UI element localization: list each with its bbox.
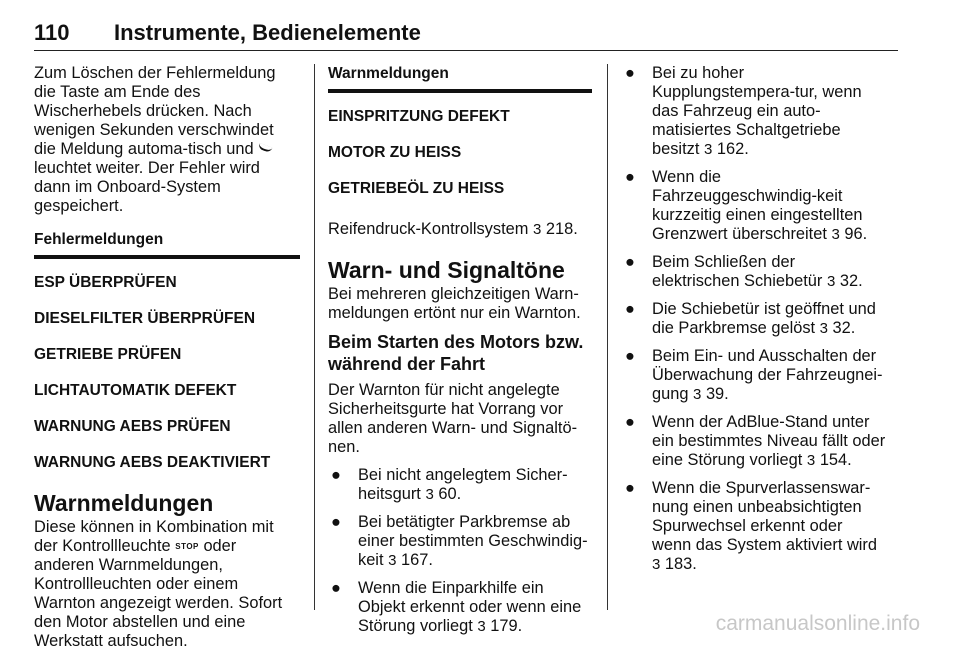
list-item: [622, 300, 886, 338]
page-reference-link[interactable]: 218.: [545, 220, 578, 238]
list-item: [622, 347, 886, 404]
list-item: [328, 513, 592, 570]
page-reference-link[interactable]: 167.: [400, 551, 433, 569]
reference-arrow-icon: 3: [477, 618, 486, 635]
list-item-text: Wenn die Fahrzeuggeschwindig-keit kurzzeitig einen eingestellten Grenzwert überschreitet: [652, 168, 863, 243]
intro-paragraph: [34, 64, 300, 216]
warnmeldungen-paragraph: [34, 518, 300, 651]
list-item-text: Wenn die Spurverlassenswar-nung einen unbeabsichtigten Spurwechsel erkennt oder wenn das System aktiviert wird: [652, 479, 877, 554]
reference-arrow-icon: 3: [693, 386, 702, 403]
bullet-icon: ●: [625, 64, 635, 82]
error-message: GETRIEBE PRÜFEN: [34, 346, 182, 363]
list-item-text: Wenn die Einparkhilfe ein Objekt erkennt oder wenn eine Störung vorliegt: [358, 579, 582, 635]
list-item: [622, 413, 886, 470]
page-reference-link[interactable]: 96.: [844, 225, 868, 243]
bullet-list: [328, 466, 592, 636]
bullet-icon: ●: [331, 466, 341, 484]
list-item-text: Bei nicht angelegtem Sicher-heitsgurt: [358, 466, 568, 503]
error-message: DIESELFILTER ÜBERPRÜFEN: [34, 310, 256, 327]
bullet-icon: ●: [625, 253, 635, 271]
page-header: [34, 22, 898, 51]
bullet-icon: ●: [625, 413, 635, 431]
list-item-text: Beim Schließen der elektrischen Schiebetür: [652, 253, 823, 290]
error-message: WARNUNG AEBS DEAKTIVIERT: [34, 454, 271, 471]
column-2: [328, 64, 592, 636]
list-item: [328, 579, 592, 636]
page-reference-link[interactable]: 154.: [819, 451, 852, 469]
page-reference-link[interactable]: 60.: [438, 485, 462, 503]
page-reference-link[interactable]: 39.: [705, 385, 729, 403]
reference-arrow-icon: 3: [532, 221, 542, 238]
column-1: [34, 64, 300, 651]
list-item-text: Bei betätigter Parkbremse ab einer bestimmten Geschwindig-keit: [358, 513, 588, 569]
reference-arrow-icon: 3: [806, 452, 816, 469]
warning-message: EINSPRITZUNG DEFEKT: [328, 108, 510, 125]
reference-arrow-icon: 3: [826, 273, 836, 290]
column-divider: [314, 64, 315, 610]
error-message: WARNUNG AEBS PRÜFEN: [34, 418, 231, 435]
page-reference-link[interactable]: 162.: [716, 140, 749, 158]
list-item: [622, 168, 886, 244]
list-item: [328, 466, 592, 504]
intro-text-cont: leuchtet weiter. Der Fehler wird dann im Onboard-System gespeichert.: [34, 159, 260, 215]
section-label-warnmeldungen: Warnmeldungen: [328, 64, 592, 93]
bullet-icon: ●: [331, 579, 341, 597]
reference-arrow-icon: 3: [425, 486, 434, 503]
intro-text: Zum Löschen der Fehlermeldung die Taste am Ende des Wischerhebels drücken. Nach wenigen Sekunden verschwindet die Meldung automa-tisch und: [34, 64, 276, 158]
page-number: 110: [34, 20, 70, 45]
bullet-icon: ●: [625, 300, 635, 318]
list-item: [622, 253, 886, 291]
column-3: [622, 64, 886, 574]
error-message: LICHTAUTOMATIK DEFEKT: [34, 382, 237, 399]
bullet-icon: ●: [625, 168, 635, 186]
reference-arrow-icon: 3: [388, 552, 397, 569]
list-item-text: Bei zu hoher Kupplungstempera-tur, wenn das Fahrzeug ein auto-matisiertes Schaltgetriebe besitzt: [652, 64, 862, 158]
heading-warnmeldungen: Warnmeldungen: [34, 490, 214, 516]
list-item-text: Wenn der AdBlue-Stand unter ein bestimmtes Niveau fällt oder eine Störung vorliegt: [652, 413, 886, 469]
bullet-icon: ●: [331, 513, 341, 531]
signal-intro: Bei mehreren gleichzeitigen Warn-meldungen ertönt nur ein Warnton.: [328, 285, 581, 322]
list-item-text: Beim Ein- und Ausschalten der Überwachung der Fahrzeugnei-gung: [652, 347, 883, 403]
list-item: [622, 479, 886, 574]
reference-arrow-icon: 3: [703, 141, 713, 158]
warning-message: MOTOR ZU HEISS: [328, 144, 462, 161]
reference-arrow-icon: 3: [831, 226, 840, 243]
tire-reference: [328, 220, 592, 239]
bullet-list: [622, 64, 886, 574]
list-item-text: Die Schiebetür ist geöffnet und die Parkbremse gelöst: [652, 300, 876, 337]
watermark: carmanualsonline.info: [715, 612, 920, 635]
reference-arrow-icon: 3: [652, 556, 661, 573]
subintro: Der Warnton für nicht angelegte Sicherheitsgurte hat Vorrang vor allen anderen Warn- und Signaltö-nen.: [328, 381, 578, 456]
error-message: ESP ÜBERPRÜFEN: [34, 274, 177, 291]
column-divider: [607, 64, 608, 610]
tire-text: Reifendruck-Kontrollsystem: [328, 220, 529, 238]
warning-message: GETRIEBEÖL ZU HEISS: [328, 180, 505, 197]
subheading-start: Beim Starten des Motors bzw. während der Fahrt: [328, 332, 584, 374]
wiper-warning-icon: [258, 145, 272, 153]
page-reference-link[interactable]: 183.: [664, 555, 697, 573]
page-reference-link[interactable]: 179.: [490, 617, 523, 635]
page-reference-link[interactable]: 32.: [839, 272, 863, 290]
section-label-fehlermeldungen: Fehlermeldungen: [34, 230, 300, 259]
body-text: Diese können in Kombination mit der Kontrollleuchte: [34, 518, 274, 555]
bullet-icon: ●: [625, 479, 635, 497]
reference-arrow-icon: 3: [819, 320, 828, 337]
list-item: [622, 64, 886, 159]
heading-warn-signaltoene: Warn- und Signaltöne: [328, 257, 565, 283]
stop-icon: STOP: [175, 542, 199, 551]
body-text-cont: oder anderen Warnmeldungen, Kontrollleuchten oder einem Warnton angezeigt werden. Sofort den Motor abstellen und eine Werkstatt aufsuchen.: [34, 537, 283, 650]
page-title: Instrumente, Bedienelemente: [114, 20, 421, 45]
page-reference-link[interactable]: 32.: [832, 319, 856, 337]
bullet-icon: ●: [625, 347, 635, 365]
